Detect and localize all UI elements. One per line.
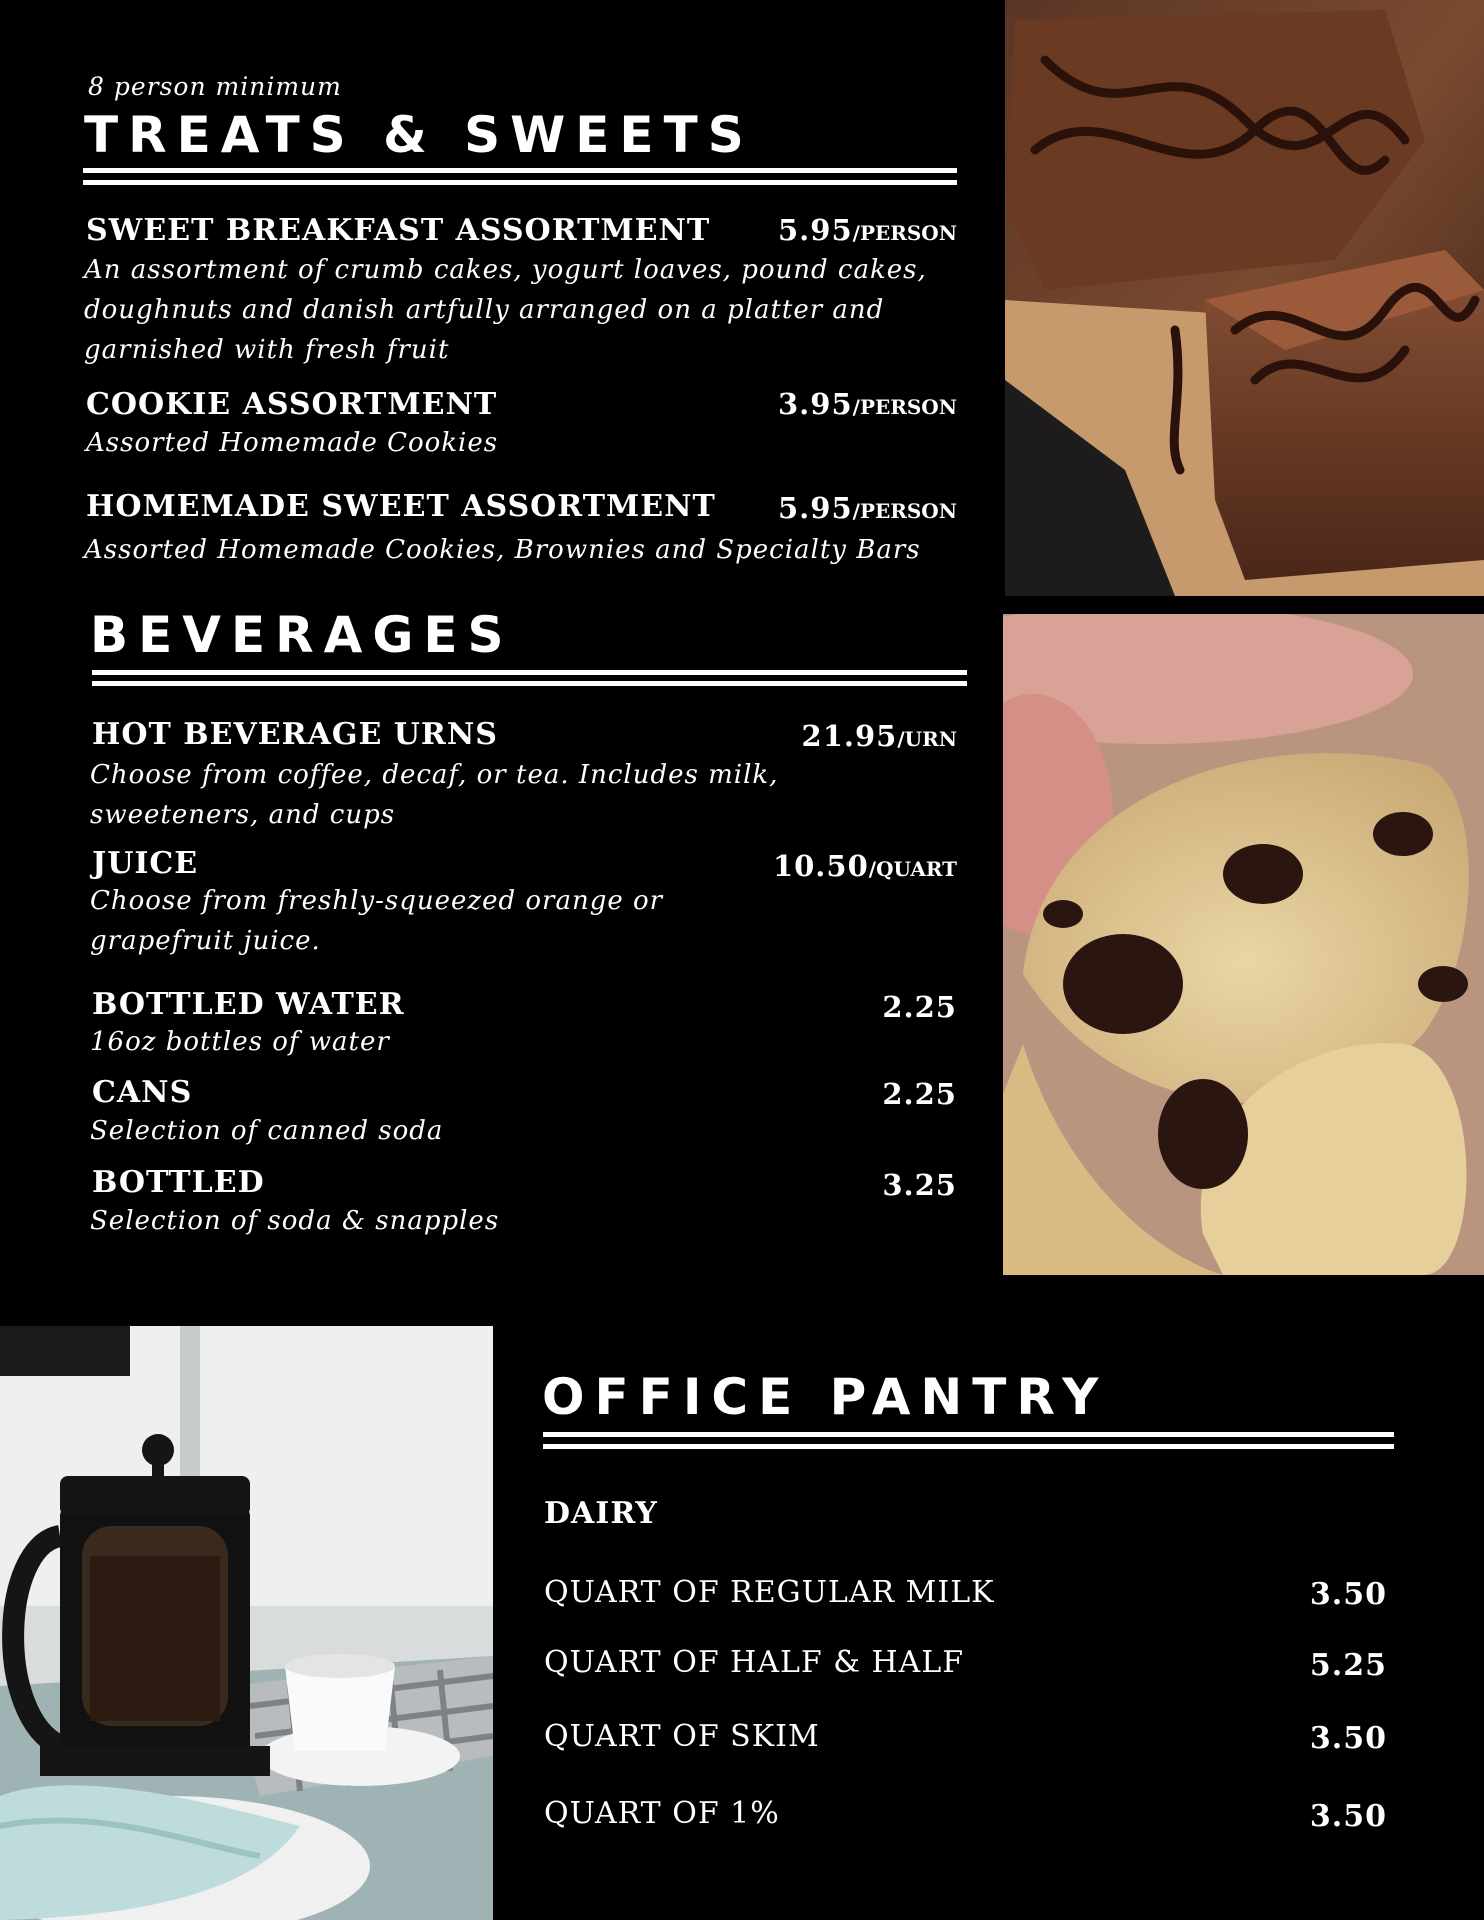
item-description: Selection of soda & snapples bbox=[90, 1206, 500, 1236]
pantry-rule-bottom bbox=[543, 1444, 1394, 1449]
brownie-photo bbox=[1005, 0, 1484, 596]
item-name: SWEET BREAKFAST ASSORTMENT bbox=[86, 213, 711, 248]
item-name: BOTTLED bbox=[92, 1165, 265, 1200]
coffee-press-photo bbox=[0, 1326, 493, 1920]
item-price: 2.25 bbox=[882, 990, 957, 1024]
item-price: 3.25 bbox=[882, 1168, 957, 1202]
item-price: 5.95/PERSON bbox=[778, 491, 957, 525]
treats-rule-top bbox=[83, 168, 957, 173]
pantry-item-price: 3.50 bbox=[1309, 1799, 1387, 1834]
pantry-item-name: QUART OF SKIM bbox=[544, 1719, 820, 1754]
cookie-photo bbox=[1003, 614, 1484, 1275]
item-description: Choose from coffee, decaf, or tea. Includes milk, sweeteners, and cups bbox=[90, 760, 779, 830]
item-description: Assorted Homemade Cookies bbox=[86, 428, 499, 458]
item-name: JUICE bbox=[92, 846, 199, 881]
item-description: Choose from freshly-squeezed orange or grapefruit juice. bbox=[90, 886, 664, 956]
minimum-note: 8 person minimum bbox=[88, 72, 342, 101]
treats-rule-bottom bbox=[83, 180, 957, 185]
item-price: 2.25 bbox=[882, 1077, 957, 1111]
item-description: 16oz bottles of water bbox=[90, 1027, 390, 1057]
pantry-category: DAIRY bbox=[544, 1496, 658, 1531]
item-name: COOKIE ASSORTMENT bbox=[86, 387, 498, 422]
pantry-title: OFFICE PANTRY bbox=[542, 1368, 1109, 1426]
item-name: HOT BEVERAGE URNS bbox=[92, 717, 498, 752]
pantry-item-price: 3.50 bbox=[1309, 1721, 1387, 1756]
pantry-item-price: 3.50 bbox=[1309, 1577, 1387, 1612]
pantry-rule-top bbox=[543, 1432, 1394, 1437]
beverages-rule-top bbox=[92, 670, 967, 675]
item-name: CANS bbox=[92, 1075, 193, 1110]
beverages-title: BEVERAGES bbox=[90, 606, 514, 664]
item-description: Assorted Homemade Cookies, Brownies and Specialty Bars bbox=[84, 535, 921, 565]
item-description: Selection of canned soda bbox=[90, 1116, 444, 1146]
treats-title: TREATS & SWEETS bbox=[84, 106, 754, 164]
item-price: 3.95/PERSON bbox=[778, 387, 957, 421]
item-price: 10.50/QUART bbox=[772, 849, 957, 883]
beverages-rule-bottom bbox=[92, 681, 967, 686]
pantry-item-name: QUART OF 1% bbox=[544, 1796, 780, 1831]
item-price: 21.95/URN bbox=[801, 719, 957, 753]
item-name: HOMEMADE SWEET ASSORTMENT bbox=[86, 489, 716, 524]
pantry-item-price: 5.25 bbox=[1309, 1648, 1387, 1683]
item-price: 5.95/PERSON bbox=[778, 213, 957, 247]
pantry-item-name: QUART OF REGULAR MILK bbox=[544, 1575, 995, 1610]
item-description: An assortment of crumb cakes, yogurt loaves, pound cakes, doughnuts and danish artfully arranged on a platter and garnished with fresh fruit bbox=[84, 255, 927, 365]
pantry-item-name: QUART OF HALF & HALF bbox=[544, 1645, 965, 1680]
item-name: BOTTLED WATER bbox=[92, 987, 405, 1022]
